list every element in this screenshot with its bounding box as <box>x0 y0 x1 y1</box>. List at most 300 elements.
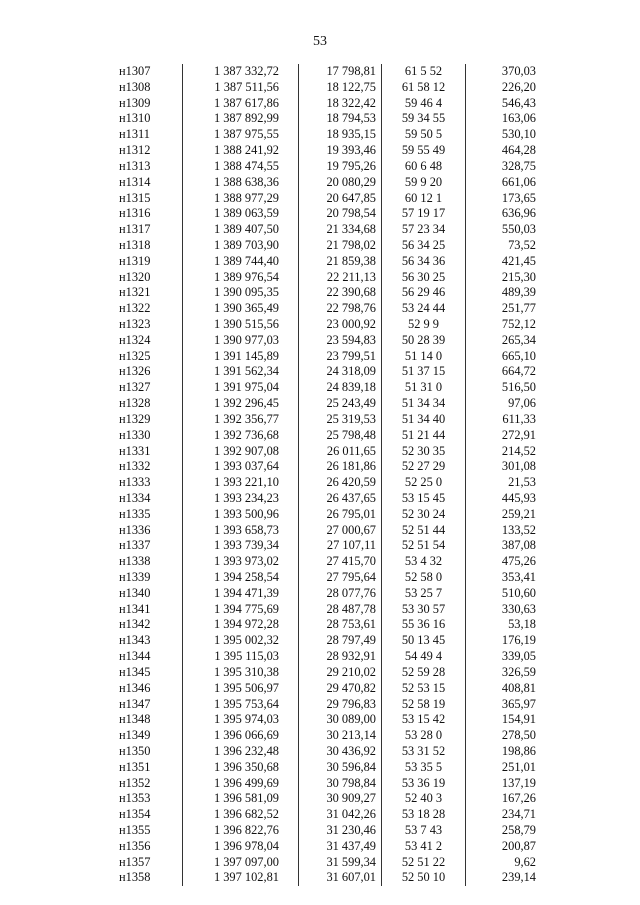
point-id-cell: н1307 <box>119 64 151 78</box>
segment-length-cell: 173,65 <box>466 191 549 207</box>
table-row <box>116 507 548 523</box>
table-row <box>116 728 548 744</box>
table-row <box>116 665 548 681</box>
y-coordinate-cell: 26 011,65 <box>299 444 382 460</box>
segment-length-cell: 611,33 <box>466 412 549 428</box>
direction-angle-cell: 60 12 1 <box>382 191 466 207</box>
x-coordinate-cell: 1 393 234,23 <box>183 491 299 507</box>
point-id-cell: н1323 <box>119 317 151 331</box>
direction-angle-cell: 52 51 54 <box>382 538 466 554</box>
x-coordinate-cell: 1 392 296,45 <box>183 396 299 412</box>
y-coordinate-cell: 27 107,11 <box>299 538 382 554</box>
segment-length-cell: 200,87 <box>466 839 549 855</box>
x-coordinate-cell: 1 396 232,48 <box>183 744 299 760</box>
direction-angle-cell: 59 9 20 <box>382 175 466 191</box>
table-row <box>116 380 548 396</box>
segment-length-cell: 176,19 <box>466 633 549 649</box>
point-id-cell: н1312 <box>119 143 151 158</box>
y-coordinate-cell: 17 798,81 <box>299 64 382 80</box>
y-coordinate-cell: 29 796,83 <box>299 697 382 713</box>
segment-length-cell: 464,28 <box>466 143 549 159</box>
y-coordinate-cell: 18 935,15 <box>299 127 382 143</box>
point-id-cell: н1314 <box>119 174 151 189</box>
segment-length-cell: 489,39 <box>466 285 549 301</box>
table-row <box>116 64 548 80</box>
x-coordinate-cell: 1 395 115,03 <box>183 649 299 665</box>
point-id-cell: н1354 <box>119 807 151 822</box>
segment-length-cell: 163,06 <box>466 111 549 127</box>
direction-angle-cell: 55 36 16 <box>382 617 466 633</box>
point-id-cell: н1331 <box>119 443 151 458</box>
y-coordinate-cell: 26 420,59 <box>299 475 382 491</box>
x-coordinate-cell: 1 394 972,28 <box>183 617 299 633</box>
table-row <box>116 712 548 728</box>
y-coordinate-cell: 31 607,01 <box>299 870 382 886</box>
table-row <box>116 175 548 191</box>
direction-angle-cell: 51 14 0 <box>382 349 466 365</box>
direction-angle-cell: 52 30 35 <box>382 444 466 460</box>
segment-length-cell: 510,60 <box>466 586 549 602</box>
table-row <box>116 222 548 238</box>
point-id-cell: н1347 <box>119 696 151 711</box>
segment-length-cell: 154,91 <box>466 712 549 728</box>
direction-angle-cell: 52 30 24 <box>382 507 466 523</box>
y-coordinate-cell: 28 797,49 <box>299 633 382 649</box>
table-row <box>116 428 548 444</box>
y-coordinate-cell: 31 042,26 <box>299 807 382 823</box>
point-id-cell: н1346 <box>119 680 151 695</box>
x-coordinate-cell: 1 389 063,59 <box>183 206 299 222</box>
y-coordinate-cell: 21 859,38 <box>299 254 382 270</box>
x-coordinate-cell: 1 391 975,04 <box>183 380 299 396</box>
direction-angle-cell: 52 9 9 <box>382 317 466 333</box>
direction-angle-cell: 53 41 2 <box>382 839 466 855</box>
table-row <box>116 159 548 175</box>
segment-length-cell: 353,41 <box>466 570 549 586</box>
y-coordinate-cell: 21 798,02 <box>299 238 382 254</box>
point-id-cell: н1319 <box>119 253 151 268</box>
x-coordinate-cell: 1 396 822,76 <box>183 823 299 839</box>
coordinates-table <box>116 64 548 886</box>
segment-length-cell: 408,81 <box>466 681 549 697</box>
point-id-cell: н1324 <box>119 332 151 347</box>
x-coordinate-cell: 1 396 066,69 <box>183 728 299 744</box>
table-row <box>116 206 548 222</box>
direction-angle-cell: 53 25 7 <box>382 586 466 602</box>
table-row <box>116 349 548 365</box>
table-row <box>116 538 548 554</box>
x-coordinate-cell: 1 393 658,73 <box>183 523 299 539</box>
y-coordinate-cell: 18 794,53 <box>299 111 382 127</box>
y-coordinate-cell: 23 000,92 <box>299 317 382 333</box>
point-id-cell: н1340 <box>119 585 151 600</box>
segment-length-cell: 167,26 <box>466 791 549 807</box>
x-coordinate-cell: 1 393 739,34 <box>183 538 299 554</box>
segment-length-cell: 133,52 <box>466 523 549 539</box>
coordinates-table-body <box>116 64 548 886</box>
y-coordinate-cell: 22 390,68 <box>299 285 382 301</box>
table-row <box>116 776 548 792</box>
table-row <box>116 333 548 349</box>
point-id-cell: н1348 <box>119 712 151 727</box>
direction-angle-cell: 59 46 4 <box>382 96 466 112</box>
point-id-cell: н1325 <box>119 348 151 363</box>
x-coordinate-cell: 1 392 736,68 <box>183 428 299 444</box>
table-row <box>116 396 548 412</box>
y-coordinate-cell: 19 795,26 <box>299 159 382 175</box>
table-row <box>116 839 548 855</box>
table-row <box>116 143 548 159</box>
direction-angle-cell: 53 36 19 <box>382 776 466 792</box>
y-coordinate-cell: 25 243,49 <box>299 396 382 412</box>
point-id-cell: н1345 <box>119 664 151 679</box>
segment-length-cell: 665,10 <box>466 349 549 365</box>
direction-angle-cell: 52 40 3 <box>382 791 466 807</box>
point-id-cell: н1356 <box>119 838 151 853</box>
point-id-cell: н1351 <box>119 759 151 774</box>
x-coordinate-cell: 1 394 258,54 <box>183 570 299 586</box>
direction-angle-cell: 53 15 42 <box>382 712 466 728</box>
segment-length-cell: 137,19 <box>466 776 549 792</box>
x-coordinate-cell: 1 389 744,40 <box>183 254 299 270</box>
segment-length-cell: 546,43 <box>466 96 549 112</box>
segment-length-cell: 365,97 <box>466 697 549 713</box>
y-coordinate-cell: 28 077,76 <box>299 586 382 602</box>
y-coordinate-cell: 28 932,91 <box>299 649 382 665</box>
x-coordinate-cell: 1 388 977,29 <box>183 191 299 207</box>
x-coordinate-cell: 1 390 365,49 <box>183 301 299 317</box>
point-id-cell: н1339 <box>119 570 151 584</box>
x-coordinate-cell: 1 397 102,81 <box>183 870 299 886</box>
y-coordinate-cell: 18 322,42 <box>299 96 382 112</box>
y-coordinate-cell: 30 436,92 <box>299 744 382 760</box>
segment-length-cell: 328,75 <box>466 159 549 175</box>
point-id-cell: н1327 <box>119 380 151 395</box>
y-coordinate-cell: 22 211,13 <box>299 270 382 286</box>
direction-angle-cell: 59 34 55 <box>382 111 466 127</box>
point-id-cell: н1336 <box>119 522 151 537</box>
y-coordinate-cell: 26 181,86 <box>299 459 382 475</box>
x-coordinate-cell: 1 387 892,99 <box>183 111 299 127</box>
x-coordinate-cell: 1 391 562,34 <box>183 364 299 380</box>
segment-length-cell: 475,26 <box>466 554 549 570</box>
point-id-cell: н1337 <box>119 538 151 553</box>
point-id-cell: н1343 <box>119 633 151 648</box>
y-coordinate-cell: 27 795,64 <box>299 570 382 586</box>
direction-angle-cell: 61 5 52 <box>382 64 466 80</box>
point-id-cell: н1318 <box>119 237 151 252</box>
x-coordinate-cell: 1 387 332,72 <box>183 64 299 80</box>
table-row <box>116 760 548 776</box>
point-id-cell: н1332 <box>119 459 151 474</box>
table-row <box>116 301 548 317</box>
x-coordinate-cell: 1 393 500,96 <box>183 507 299 523</box>
direction-angle-cell: 51 34 40 <box>382 412 466 428</box>
y-coordinate-cell: 31 599,34 <box>299 855 382 871</box>
direction-angle-cell: 52 50 10 <box>382 870 466 886</box>
y-coordinate-cell: 25 798,48 <box>299 428 382 444</box>
y-coordinate-cell: 28 753,61 <box>299 617 382 633</box>
x-coordinate-cell: 1 390 977,03 <box>183 333 299 349</box>
direction-angle-cell: 56 29 46 <box>382 285 466 301</box>
y-coordinate-cell: 27 000,67 <box>299 523 382 539</box>
table-row <box>116 649 548 665</box>
y-coordinate-cell: 30 089,00 <box>299 712 382 728</box>
table-row <box>116 111 548 127</box>
table-row <box>116 475 548 491</box>
point-id-cell: н1352 <box>119 775 151 790</box>
segment-length-cell: 301,08 <box>466 459 549 475</box>
table-row <box>116 127 548 143</box>
direction-angle-cell: 53 30 57 <box>382 602 466 618</box>
y-coordinate-cell: 24 839,18 <box>299 380 382 396</box>
x-coordinate-cell: 1 391 145,89 <box>183 349 299 365</box>
y-coordinate-cell: 30 909,27 <box>299 791 382 807</box>
direction-angle-cell: 59 55 49 <box>382 143 466 159</box>
segment-length-cell: 226,20 <box>466 80 549 96</box>
point-id-cell: н1316 <box>119 206 151 221</box>
segment-length-cell: 73,52 <box>466 238 549 254</box>
segment-length-cell: 214,52 <box>466 444 549 460</box>
table-row <box>116 364 548 380</box>
x-coordinate-cell: 1 395 506,97 <box>183 681 299 697</box>
direction-angle-cell: 50 13 45 <box>382 633 466 649</box>
y-coordinate-cell: 28 487,78 <box>299 602 382 618</box>
x-coordinate-cell: 1 389 703,90 <box>183 238 299 254</box>
direction-angle-cell: 53 7 43 <box>382 823 466 839</box>
y-coordinate-cell: 31 437,49 <box>299 839 382 855</box>
table-row <box>116 744 548 760</box>
page-number: 53 <box>313 34 327 49</box>
x-coordinate-cell: 1 392 356,77 <box>183 412 299 428</box>
segment-length-cell: 330,63 <box>466 602 549 618</box>
table-row <box>116 791 548 807</box>
y-coordinate-cell: 25 319,53 <box>299 412 382 428</box>
x-coordinate-cell: 1 394 471,39 <box>183 586 299 602</box>
table-row <box>116 617 548 633</box>
y-coordinate-cell: 20 647,85 <box>299 191 382 207</box>
direction-angle-cell: 57 23 34 <box>382 222 466 238</box>
table-row <box>116 870 548 886</box>
y-coordinate-cell: 23 799,51 <box>299 349 382 365</box>
y-coordinate-cell: 26 437,65 <box>299 491 382 507</box>
segment-length-cell: 445,93 <box>466 491 549 507</box>
segment-length-cell: 21,53 <box>466 475 549 491</box>
table-row <box>116 491 548 507</box>
direction-angle-cell: 52 58 19 <box>382 697 466 713</box>
point-id-cell: н1320 <box>119 269 151 284</box>
point-id-cell: н1334 <box>119 490 151 505</box>
table-row <box>116 633 548 649</box>
y-coordinate-cell: 29 210,02 <box>299 665 382 681</box>
y-coordinate-cell: 21 334,68 <box>299 222 382 238</box>
point-id-cell: н1342 <box>119 617 151 632</box>
segment-length-cell: 550,03 <box>466 222 549 238</box>
table-row <box>116 96 548 112</box>
segment-length-cell: 752,12 <box>466 317 549 333</box>
x-coordinate-cell: 1 394 775,69 <box>183 602 299 618</box>
segment-length-cell: 215,30 <box>466 270 549 286</box>
point-id-cell: н1338 <box>119 554 151 569</box>
table-row <box>116 554 548 570</box>
y-coordinate-cell: 24 318,09 <box>299 364 382 380</box>
segment-length-cell: 198,86 <box>466 744 549 760</box>
x-coordinate-cell: 1 396 682,52 <box>183 807 299 823</box>
table-row <box>116 823 548 839</box>
direction-angle-cell: 56 34 36 <box>382 254 466 270</box>
direction-angle-cell: 53 28 0 <box>382 728 466 744</box>
segment-length-cell: 251,77 <box>466 301 549 317</box>
x-coordinate-cell: 1 397 097,00 <box>183 855 299 871</box>
direction-angle-cell: 52 53 15 <box>382 681 466 697</box>
segment-length-cell: 664,72 <box>466 364 549 380</box>
point-id-cell: н1335 <box>119 506 151 521</box>
table-row <box>116 459 548 475</box>
segment-length-cell: 265,34 <box>466 333 549 349</box>
point-id-cell: н1322 <box>119 301 151 316</box>
point-id-cell: н1341 <box>119 601 151 616</box>
direction-angle-cell: 53 15 45 <box>382 491 466 507</box>
x-coordinate-cell: 1 393 037,64 <box>183 459 299 475</box>
direction-angle-cell: 52 51 44 <box>382 523 466 539</box>
point-id-cell: н1344 <box>119 649 151 664</box>
table-row <box>116 444 548 460</box>
y-coordinate-cell: 30 596,84 <box>299 760 382 776</box>
segment-length-cell: 370,03 <box>466 64 549 80</box>
segment-length-cell: 516,50 <box>466 380 549 396</box>
y-coordinate-cell: 20 798,54 <box>299 206 382 222</box>
direction-angle-cell: 51 21 44 <box>382 428 466 444</box>
y-coordinate-cell: 30 213,14 <box>299 728 382 744</box>
table-row <box>116 697 548 713</box>
y-coordinate-cell: 23 594,83 <box>299 333 382 349</box>
x-coordinate-cell: 1 395 310,38 <box>183 665 299 681</box>
table-row <box>116 570 548 586</box>
table-row <box>116 523 548 539</box>
segment-length-cell: 387,08 <box>466 538 549 554</box>
point-id-cell: н1309 <box>119 95 151 110</box>
direction-angle-cell: 52 51 22 <box>382 855 466 871</box>
direction-angle-cell: 53 4 32 <box>382 554 466 570</box>
x-coordinate-cell: 1 396 978,04 <box>183 839 299 855</box>
table-row <box>116 586 548 602</box>
direction-angle-cell: 51 31 0 <box>382 380 466 396</box>
y-coordinate-cell: 26 795,01 <box>299 507 382 523</box>
direction-angle-cell: 52 58 0 <box>382 570 466 586</box>
point-id-cell: н1349 <box>119 728 151 743</box>
segment-length-cell: 251,01 <box>466 760 549 776</box>
point-id-cell: н1328 <box>119 396 151 411</box>
point-id-cell: н1326 <box>119 364 151 379</box>
y-coordinate-cell: 20 080,29 <box>299 175 382 191</box>
table-row <box>116 285 548 301</box>
table-row <box>116 238 548 254</box>
segment-length-cell: 326,59 <box>466 665 549 681</box>
segment-length-cell: 636,96 <box>466 206 549 222</box>
table-row <box>116 602 548 618</box>
x-coordinate-cell: 1 390 095,35 <box>183 285 299 301</box>
direction-angle-cell: 54 49 4 <box>382 649 466 665</box>
point-id-cell: н1315 <box>119 190 151 205</box>
segment-length-cell: 661,06 <box>466 175 549 191</box>
segment-length-cell: 278,50 <box>466 728 549 744</box>
x-coordinate-cell: 1 395 753,64 <box>183 697 299 713</box>
direction-angle-cell: 52 27 29 <box>382 459 466 475</box>
point-id-cell: н1330 <box>119 427 151 442</box>
table-row <box>116 681 548 697</box>
x-coordinate-cell: 1 389 407,50 <box>183 222 299 238</box>
table-row <box>116 855 548 871</box>
point-id-cell: н1350 <box>119 743 151 758</box>
segment-length-cell: 272,91 <box>466 428 549 444</box>
x-coordinate-cell: 1 393 221,10 <box>183 475 299 491</box>
point-id-cell: н1321 <box>119 285 151 300</box>
point-id-cell: н1310 <box>119 111 151 126</box>
point-id-cell: н1358 <box>119 870 151 885</box>
segment-length-cell: 258,79 <box>466 823 549 839</box>
point-id-cell: н1313 <box>119 158 151 173</box>
segment-length-cell: 9,62 <box>466 855 549 871</box>
direction-angle-cell: 60 6 48 <box>382 159 466 175</box>
direction-angle-cell: 56 34 25 <box>382 238 466 254</box>
table-row <box>116 270 548 286</box>
y-coordinate-cell: 30 798,84 <box>299 776 382 792</box>
direction-angle-cell: 56 30 25 <box>382 270 466 286</box>
x-coordinate-cell: 1 396 499,69 <box>183 776 299 792</box>
point-id-cell: н1353 <box>119 791 151 806</box>
y-coordinate-cell: 27 415,70 <box>299 554 382 570</box>
segment-length-cell: 259,21 <box>466 507 549 523</box>
direction-angle-cell: 51 34 34 <box>382 396 466 412</box>
x-coordinate-cell: 1 396 581,09 <box>183 791 299 807</box>
y-coordinate-cell: 18 122,75 <box>299 80 382 96</box>
direction-angle-cell: 61 58 12 <box>382 80 466 96</box>
segment-length-cell: 530,10 <box>466 127 549 143</box>
segment-length-cell: 421,45 <box>466 254 549 270</box>
x-coordinate-cell: 1 390 515,56 <box>183 317 299 333</box>
direction-angle-cell: 53 24 44 <box>382 301 466 317</box>
segment-length-cell: 339,05 <box>466 649 549 665</box>
table-row <box>116 412 548 428</box>
point-id-cell: н1355 <box>119 823 151 837</box>
x-coordinate-cell: 1 387 617,86 <box>183 96 299 112</box>
segment-length-cell: 239,14 <box>466 870 549 886</box>
y-coordinate-cell: 31 230,46 <box>299 823 382 839</box>
point-id-cell: н1317 <box>119 222 151 237</box>
x-coordinate-cell: 1 389 976,54 <box>183 270 299 286</box>
direction-angle-cell: 53 18 28 <box>382 807 466 823</box>
x-coordinate-cell: 1 395 002,32 <box>183 633 299 649</box>
x-coordinate-cell: 1 388 241,92 <box>183 143 299 159</box>
table-row <box>116 254 548 270</box>
direction-angle-cell: 53 31 52 <box>382 744 466 760</box>
point-id-cell: н1311 <box>119 127 150 142</box>
direction-angle-cell: 50 28 39 <box>382 333 466 349</box>
direction-angle-cell: 52 25 0 <box>382 475 466 491</box>
y-coordinate-cell: 29 470,82 <box>299 681 382 697</box>
table-row <box>116 191 548 207</box>
direction-angle-cell: 57 19 17 <box>382 206 466 222</box>
direction-angle-cell: 51 37 15 <box>382 364 466 380</box>
direction-angle-cell: 59 50 5 <box>382 127 466 143</box>
point-id-cell: н1357 <box>119 854 151 869</box>
y-coordinate-cell: 19 393,46 <box>299 143 382 159</box>
point-id-cell: н1308 <box>119 79 151 94</box>
x-coordinate-cell: 1 392 907,08 <box>183 444 299 460</box>
x-coordinate-cell: 1 396 350,68 <box>183 760 299 776</box>
x-coordinate-cell: 1 393 973,02 <box>183 554 299 570</box>
direction-angle-cell: 53 35 5 <box>382 760 466 776</box>
